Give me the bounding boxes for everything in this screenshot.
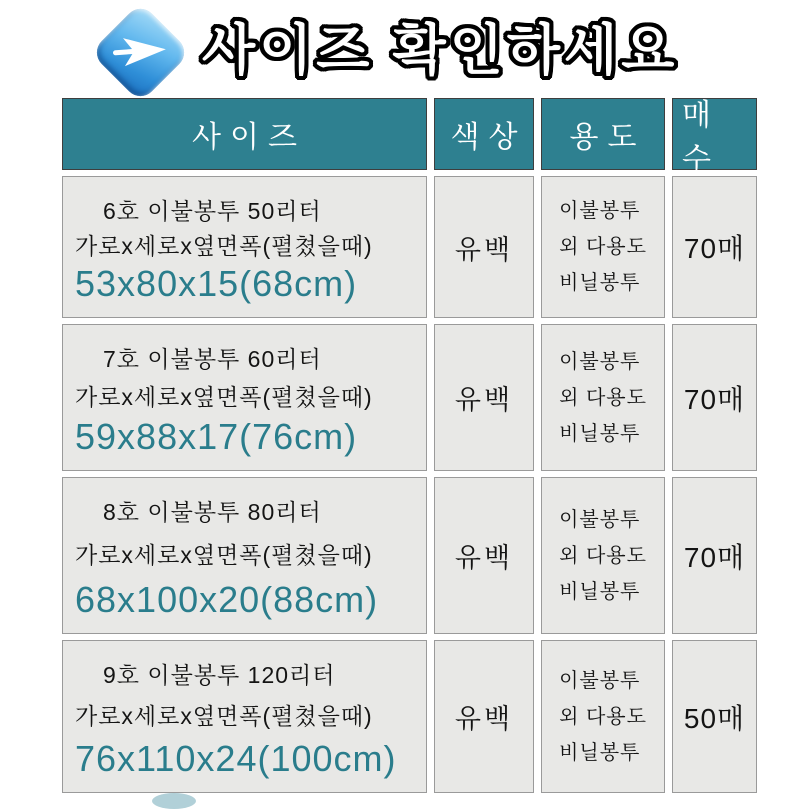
product-name: 6호 이불봉투 50리터 — [103, 198, 322, 224]
use-text — [559, 193, 647, 301]
dimensions-value: 59x88x17(76cm) — [75, 416, 358, 457]
use-line: 이불봉투 — [559, 508, 641, 531]
dimensions-label: 가로x세로x옆면폭(펼쳤을때) — [75, 702, 373, 729]
right-arrow-icon — [109, 30, 172, 74]
table-row-1-size-cell — [62, 176, 427, 318]
column-header-qty: 매수 — [672, 98, 757, 170]
table-row-2-color-cell: 유백 — [434, 324, 534, 471]
table-row-4-size-cell — [62, 640, 427, 793]
cutoff-badge-icon — [152, 793, 196, 809]
use-line: 비닐봉투 — [559, 580, 641, 603]
table-row-1-color-cell: 유백 — [434, 176, 534, 318]
use-line: 외 다용도 — [559, 386, 647, 409]
dimensions-label: 가로x세로x옆면폭(펼쳤을때) — [75, 233, 373, 259]
column-header-use: 용도 — [541, 98, 665, 170]
table-row-1-qty-cell: 70매 — [672, 176, 757, 318]
use-line: 비닐봉투 — [559, 422, 641, 445]
dimensions-value: 53x80x15(68cm) — [75, 263, 358, 304]
page-title: 사이즈 확인하세요 — [202, 19, 679, 81]
use-line: 외 다용도 — [559, 544, 647, 567]
product-name: 8호 이불봉투 80리터 — [103, 499, 322, 525]
table-row-3-use-cell — [541, 477, 665, 634]
column-header-color: 색상 — [434, 98, 534, 170]
table-row-3-color-cell: 유백 — [434, 477, 534, 634]
table-row-2-use-cell — [541, 324, 665, 471]
product-name: 7호 이불봉투 60리터 — [103, 346, 322, 372]
table-row-2-qty-cell: 70매 — [672, 324, 757, 471]
table-row-4-color-cell: 유백 — [434, 640, 534, 793]
dimensions-value: 68x100x20(88cm) — [75, 579, 379, 620]
dimensions-label: 가로x세로x옆면폭(펼쳤을때) — [75, 383, 373, 410]
use-text — [559, 502, 647, 610]
use-line: 외 다용도 — [559, 705, 647, 728]
size-table — [62, 98, 757, 793]
dimensions-value: 76x110x24(100cm) — [75, 738, 397, 779]
use-line: 이불봉투 — [559, 350, 641, 373]
use-line: 비닐봉투 — [559, 272, 641, 294]
table-row-4-use-cell — [541, 640, 665, 793]
arrow-badge-icon — [88, 4, 194, 100]
use-line: 이불봉투 — [559, 669, 641, 692]
table-row-3-size-cell — [62, 477, 427, 634]
table-row-1-use-cell — [541, 176, 665, 318]
product-name: 9호 이불봉투 120리터 — [103, 662, 336, 688]
column-header-size: 사이즈 — [62, 98, 427, 170]
table-row-2-size-cell — [62, 324, 427, 471]
use-line: 외 다용도 — [559, 236, 647, 258]
use-line: 이불봉투 — [559, 200, 641, 222]
use-line: 비닐봉투 — [559, 741, 641, 764]
dimensions-label: 가로x세로x옆면폭(펼쳤을때) — [75, 541, 373, 568]
use-text — [559, 663, 647, 771]
table-row-4-qty-cell: 50매 — [672, 640, 757, 793]
table-row-3-qty-cell: 70매 — [672, 477, 757, 634]
use-text — [559, 344, 647, 452]
